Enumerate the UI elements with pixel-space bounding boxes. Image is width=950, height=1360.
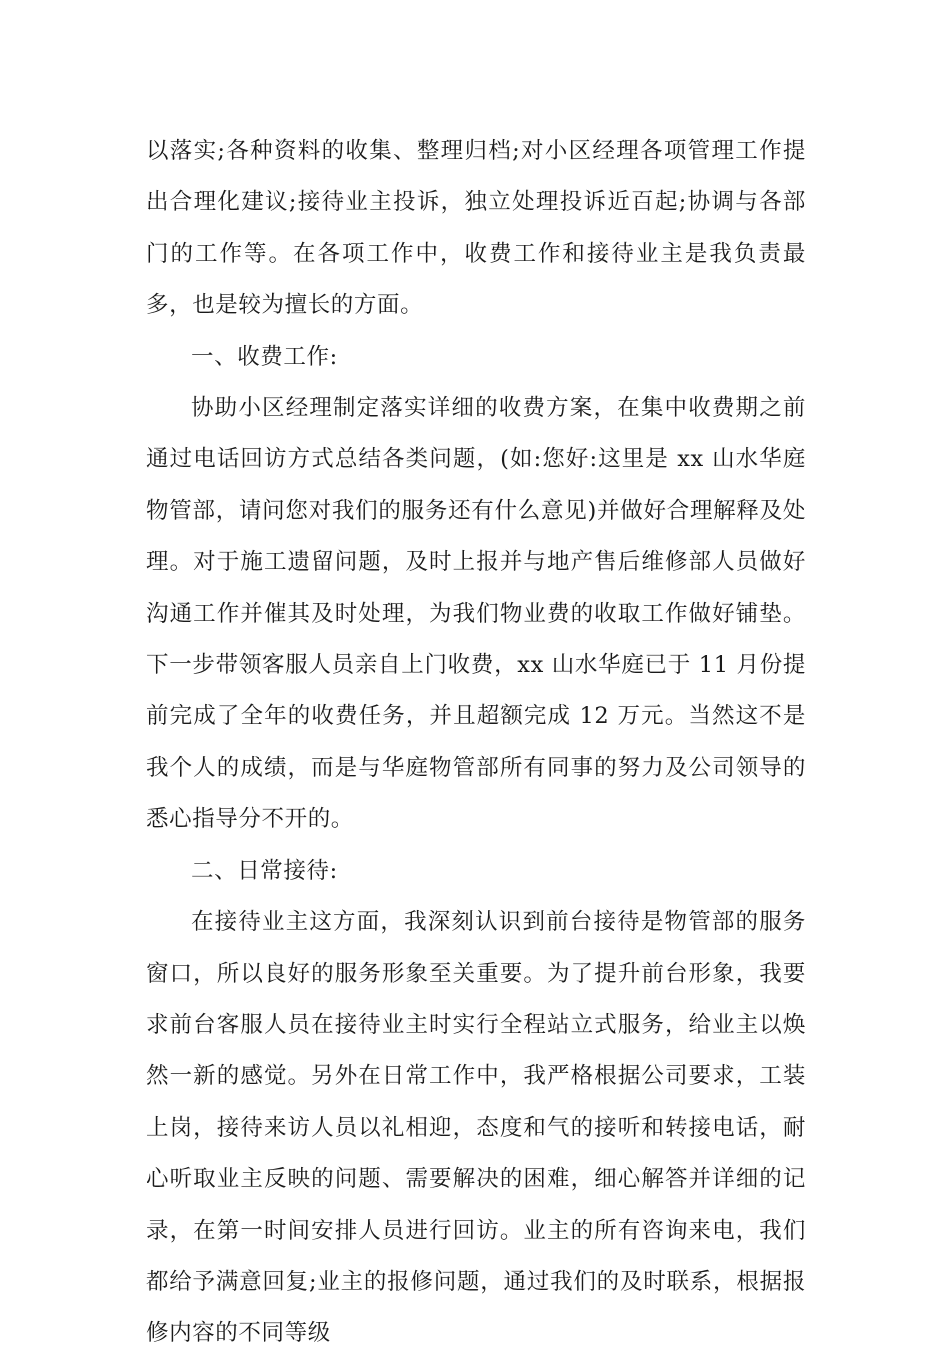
- document-page: [146, 126, 806, 1360]
- paragraph-intro: 以落实;各种资料的收集、整理归档;对小区经理各项管理工作提出合理化建议;接待业主投诉，独立处理投诉近百起;协调与各部门的工作等。在各项工作中，收费工作和接待业主是我负责最多，也是较为擅长的方面。: [146, 138, 806, 319]
- section-heading-reception: 二、日常接待:: [191, 857, 338, 884]
- section-heading-fees: 一、收费工作:: [191, 343, 338, 370]
- paragraph-fees: 协助小区经理制定落实详细的收费方案，在集中收费期之前通过电话回访方式总结各类问题，(如:您好:这里是 xx 山水华庭物管部，请问您对我们的服务还有什么意见)并做好合理解释及处理。对于施工遗留问题，及时上报并与地产售后维修部人员做好沟通工作并催其及时处理，为我们物业费的收取工作做好铺垫。下一步带领客服人员亲自上门收费，xx 山水华庭已于 11 月份提前完成了全年的收费任务，并且超额完成 12 万元。当然这不是我个人的成绩，而是与华庭物管部所有同事的努力及公司领导的悉心指导分不开的。: [146, 395, 806, 833]
- paragraph-reception: 在接待业主这方面，我深刻认识到前台接待是物管部的服务窗口，所以良好的服务形象至关重要。为了提升前台形象，我要求前台客服人员在接待业主时实行全程站立式服务，给业主以焕然一新的感觉。另外在日常工作中，我严格根据公司要求，工装上岗，接待来访人员以礼相迎，态度和气的接听和转接电话，耐心听取业主反映的问题、需要解决的困难，细心解答并详细的记录，在第一时间安排人员进行回访。业主的所有咨询来电，我们都给予满意回复;业主的报修问题，通过我们的及时联系，根据报修内容的不同等级: [146, 909, 806, 1347]
